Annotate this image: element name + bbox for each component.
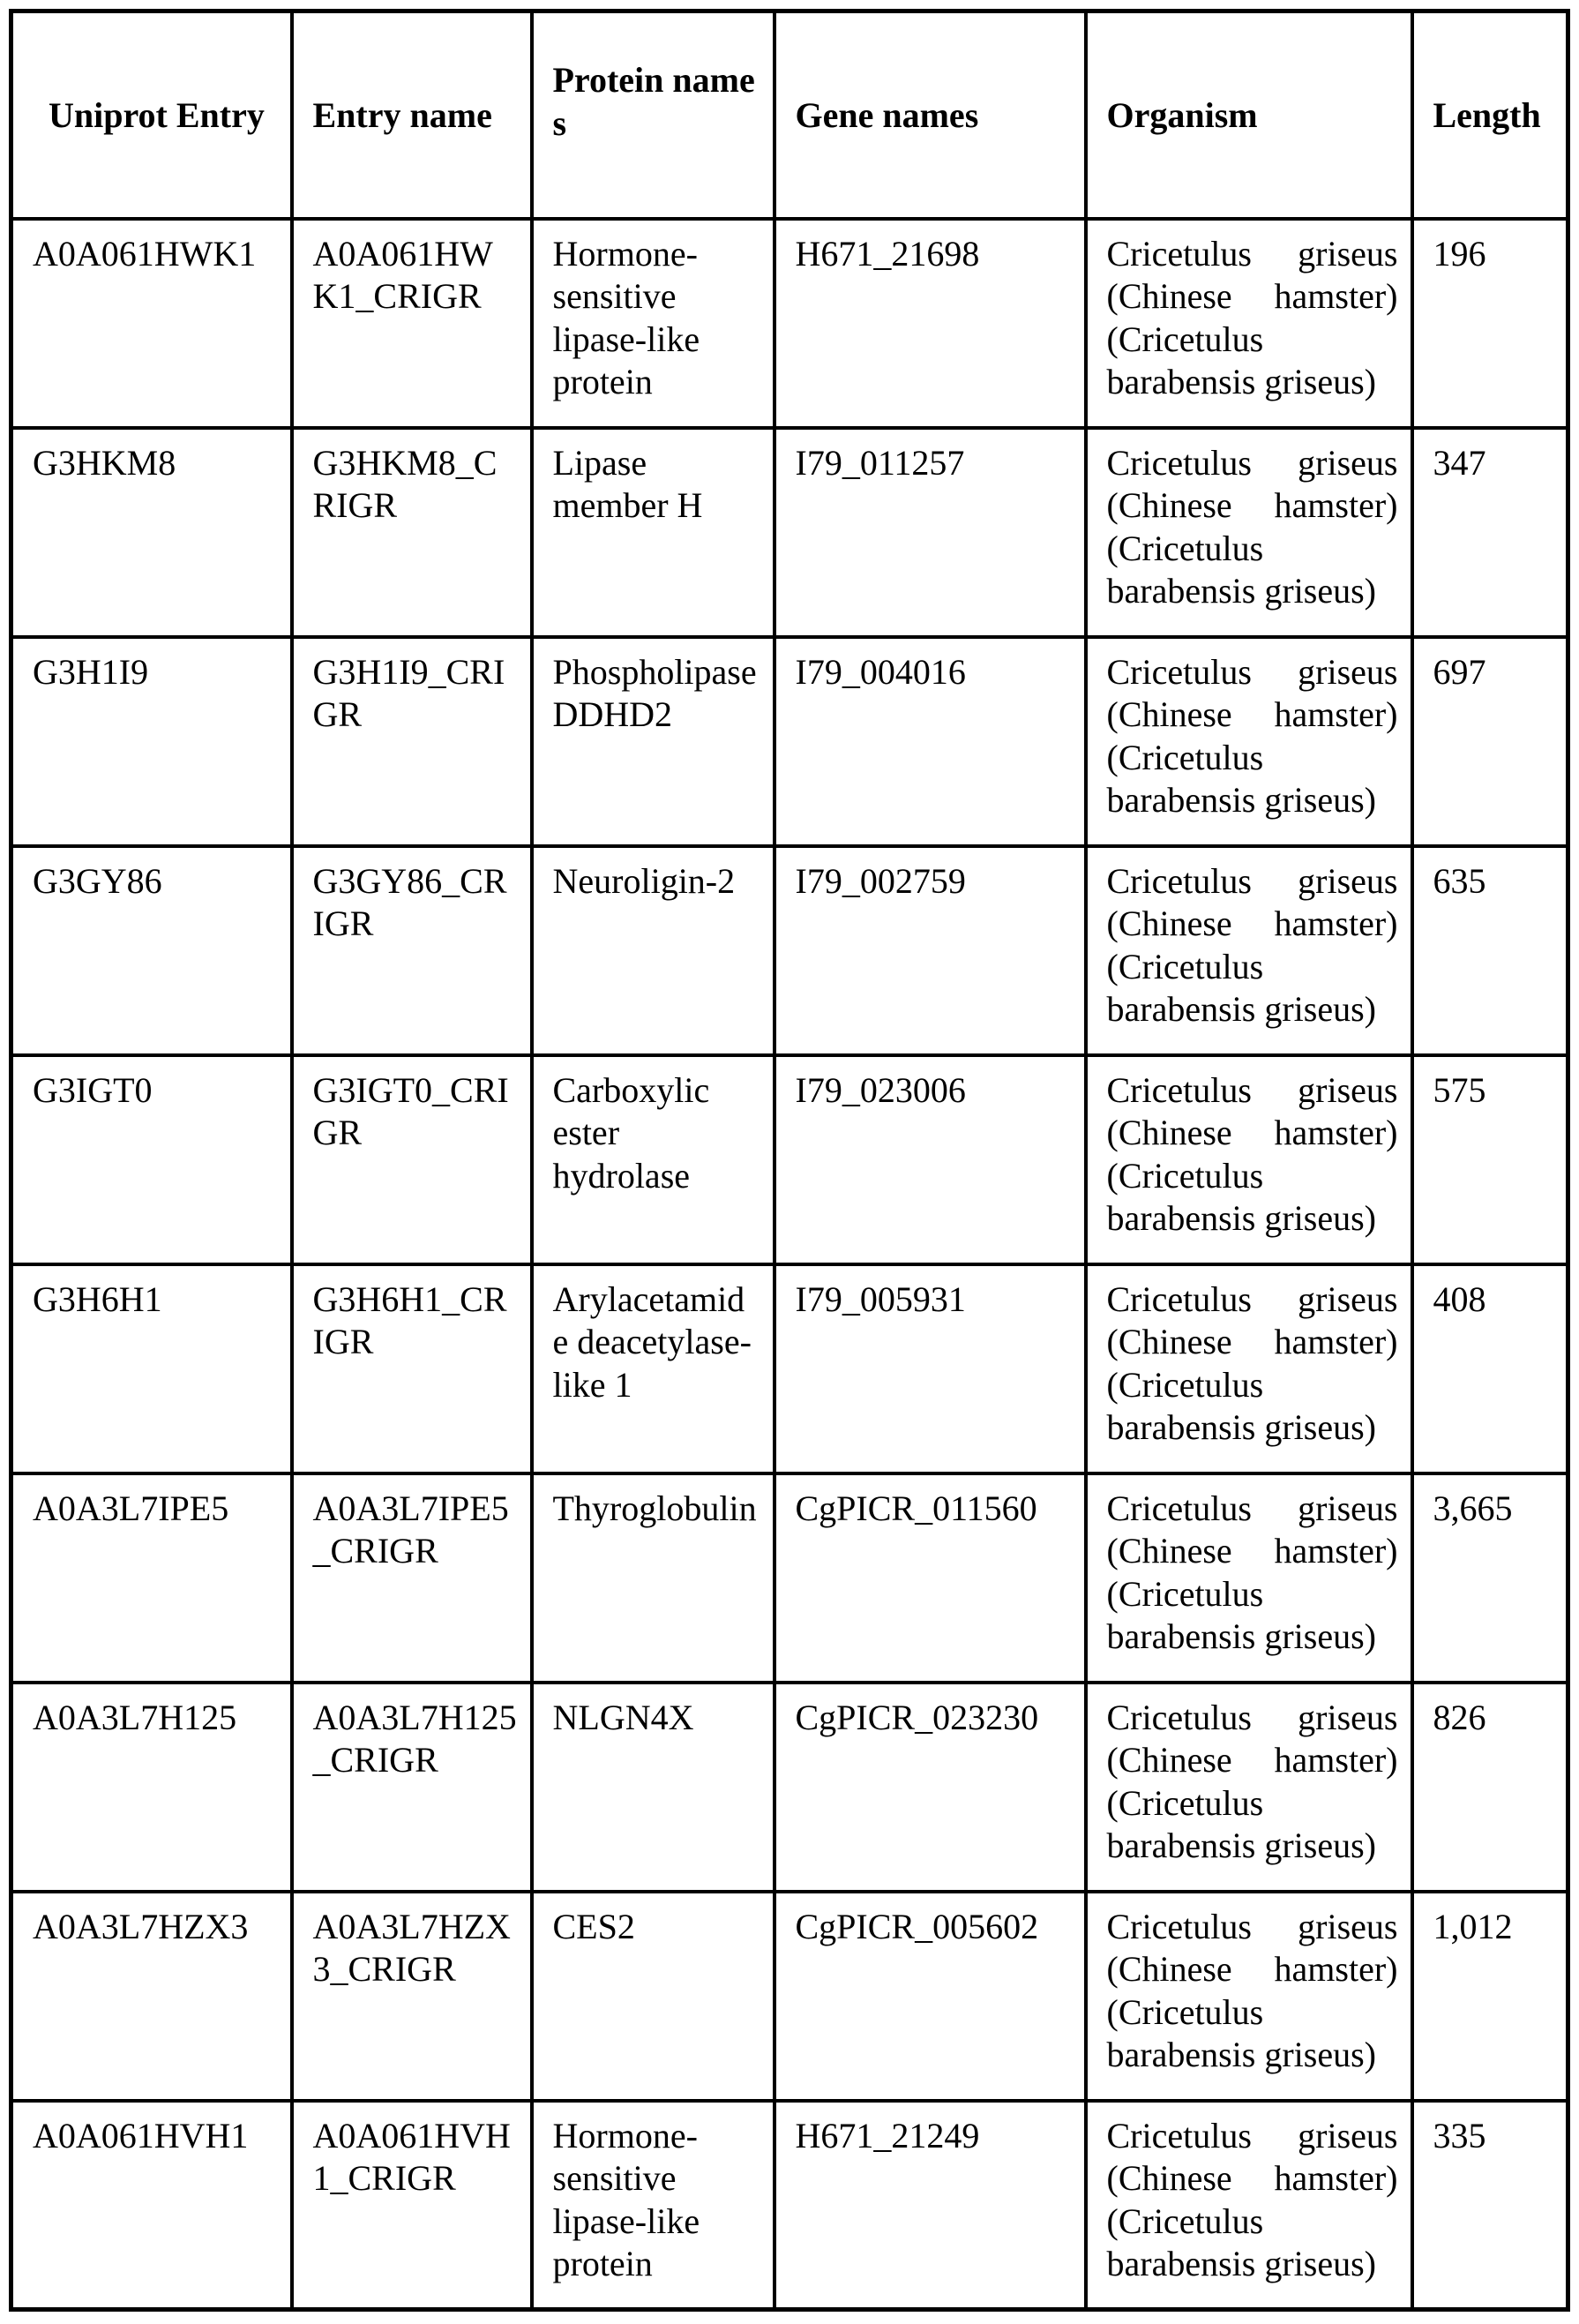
header-uniprot-entry: Uniprot Entry (11, 11, 292, 219)
cell-uniprot-entry: G3H6H1 (11, 1264, 292, 1473)
header-row (11, 11, 1568, 219)
cell-length: 408 (1412, 1264, 1568, 1473)
cell-protein-names: Thyroglobulin (532, 1473, 775, 1683)
cell-length: 575 (1412, 1055, 1568, 1264)
uniprot-protein-table (9, 9, 1570, 2312)
cell-protein-names: Phospholipase DDHD2 (532, 637, 775, 846)
table-row (11, 1264, 1568, 1473)
table-header (11, 11, 1568, 219)
cell-entry-name: G3HKM8_CRIGR (292, 428, 532, 637)
cell-protein-names: Lipase member H (532, 428, 775, 637)
cell-entry-name: A0A3L7IPE5_CRIGR (292, 1473, 532, 1683)
cell-uniprot-entry: A0A3L7HZX3 (11, 1892, 292, 2101)
cell-organism: Cricetulus griseus (Chinese hamster) (Cricetulus barabensis griseus) (1086, 219, 1412, 428)
cell-gene-names: CgPICR_005602 (775, 1892, 1086, 2101)
cell-entry-name: G3H6H1_CRIGR (292, 1264, 532, 1473)
cell-uniprot-entry: A0A061HWK1 (11, 219, 292, 428)
cell-length: 347 (1412, 428, 1568, 637)
cell-uniprot-entry: G3HKM8 (11, 428, 292, 637)
table-body (11, 219, 1568, 2310)
cell-protein-names: NLGN4X (532, 1683, 775, 1892)
cell-protein-names: Hormone-sensitive lipase-like protein (532, 219, 775, 428)
cell-organism: Cricetulus griseus (Chinese hamster) (Cricetulus barabensis griseus) (1086, 428, 1412, 637)
cell-organism: Cricetulus griseus (Chinese hamster) (Cricetulus barabensis griseus) (1086, 1264, 1412, 1473)
cell-length: 826 (1412, 1683, 1568, 1892)
cell-gene-names: H671_21698 (775, 219, 1086, 428)
cell-length: 335 (1412, 2101, 1568, 2310)
cell-entry-name: A0A061HWK1_CRIGR (292, 219, 532, 428)
cell-length: 697 (1412, 637, 1568, 846)
cell-gene-names: I79_005931 (775, 1264, 1086, 1473)
cell-gene-names: CgPICR_023230 (775, 1683, 1086, 1892)
cell-gene-names: H671_21249 (775, 2101, 1086, 2310)
cell-uniprot-entry: A0A3L7IPE5 (11, 1473, 292, 1683)
cell-entry-name: G3H1I9_CRIGR (292, 637, 532, 846)
cell-protein-names: CES2 (532, 1892, 775, 2101)
cell-gene-names: I79_002759 (775, 846, 1086, 1055)
cell-organism: Cricetulus griseus (Chinese hamster) (Cricetulus barabensis griseus) (1086, 637, 1412, 846)
table-row (11, 2101, 1568, 2310)
cell-protein-names: Carboxylic ester hydrolase (532, 1055, 775, 1264)
cell-length: 1,012 (1412, 1892, 1568, 2101)
cell-protein-names: Arylacetamide deacetylase-like 1 (532, 1264, 775, 1473)
table-row (11, 1055, 1568, 1264)
cell-entry-name: A0A061HVH1_CRIGR (292, 2101, 532, 2310)
cell-organism: Cricetulus griseus (Chinese hamster) (Cricetulus barabensis griseus) (1086, 1473, 1412, 1683)
cell-length: 635 (1412, 846, 1568, 1055)
table-row (11, 428, 1568, 637)
header-gene-names: Gene names (775, 11, 1086, 219)
cell-uniprot-entry: A0A3L7H125 (11, 1683, 292, 1892)
cell-gene-names: CgPICR_011560 (775, 1473, 1086, 1683)
cell-gene-names: I79_023006 (775, 1055, 1086, 1264)
cell-uniprot-entry: G3IGT0 (11, 1055, 292, 1264)
table-row (11, 637, 1568, 846)
cell-gene-names: I79_011257 (775, 428, 1086, 637)
cell-entry-name: G3IGT0_CRIGR (292, 1055, 532, 1264)
cell-length: 3,665 (1412, 1473, 1568, 1683)
cell-protein-names: Neuroligin-2 (532, 846, 775, 1055)
cell-length: 196 (1412, 219, 1568, 428)
cell-entry-name: G3GY86_CRIGR (292, 846, 532, 1055)
cell-protein-names: Hormone-sensitive lipase-like protein (532, 2101, 775, 2310)
cell-uniprot-entry: G3H1I9 (11, 637, 292, 846)
cell-organism: Cricetulus griseus (Chinese hamster) (Cricetulus barabensis griseus) (1086, 846, 1412, 1055)
cell-organism: Cricetulus griseus (Chinese hamster) (Cricetulus barabensis griseus) (1086, 1683, 1412, 1892)
cell-uniprot-entry: A0A061HVH1 (11, 2101, 292, 2310)
header-entry-name: Entry name (292, 11, 532, 219)
table-row (11, 219, 1568, 428)
table-row (11, 1473, 1568, 1683)
cell-entry-name: A0A3L7HZX3_CRIGR (292, 1892, 532, 2101)
cell-organism: Cricetulus griseus (Chinese hamster) (Cricetulus barabensis griseus) (1086, 2101, 1412, 2310)
table-row (11, 1683, 1568, 1892)
cell-entry-name: A0A3L7H125_CRIGR (292, 1683, 532, 1892)
header-organism: Organism (1086, 11, 1412, 219)
header-length: Length (1412, 11, 1568, 219)
cell-uniprot-entry: G3GY86 (11, 846, 292, 1055)
cell-gene-names: I79_004016 (775, 637, 1086, 846)
cell-organism: Cricetulus griseus (Chinese hamster) (Cricetulus barabensis griseus) (1086, 1055, 1412, 1264)
table-row (11, 1892, 1568, 2101)
table-row (11, 846, 1568, 1055)
cell-organism: Cricetulus griseus (Chinese hamster) (Cricetulus barabensis griseus) (1086, 1892, 1412, 2101)
header-protein-names: Protein names (532, 11, 775, 219)
